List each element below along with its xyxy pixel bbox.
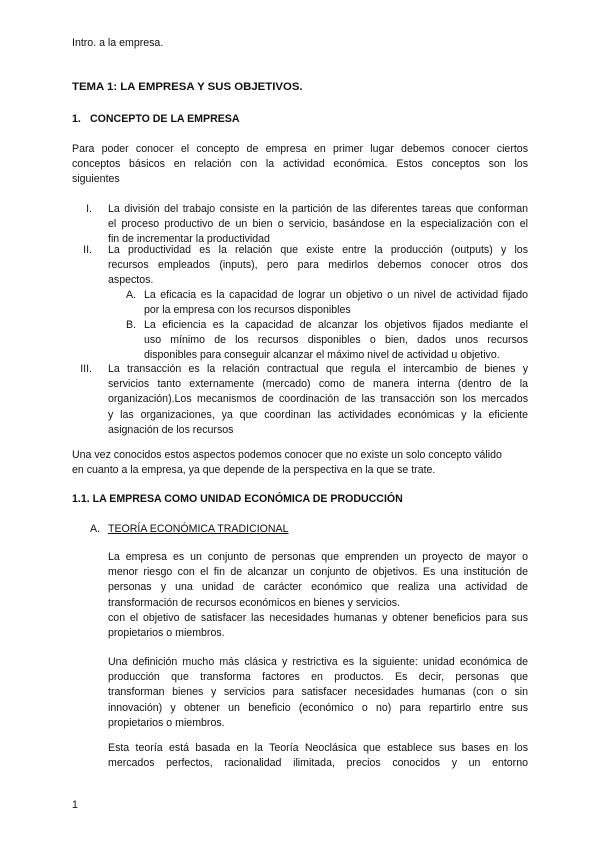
text-line: Esta teoría está basada en la Teoría Neoclásica que establece sus bases en los [108, 742, 528, 754]
text-line: en cuanto a la empresa, ya que depende de la perspectiva en la que se trate. [72, 464, 436, 477]
text-line: mercados perfectos, racionalidad ilimitada, precios conocidos y un entorno [108, 757, 528, 770]
page-number: 1 [72, 799, 78, 811]
text-line: uso mínimo de los recursos disponibles o bien, dados unos recursos [144, 334, 528, 347]
paragraph [108, 655, 528, 731]
list-marker: II. [83, 244, 92, 256]
text-line: personas y una unidad de carácter económico que realiza una actividad de [108, 581, 528, 594]
text-line: Una vez conocidos estos aspectos podemos conocer que no existe un solo concepto válido [72, 449, 502, 461]
text-line: Una definición mucho más clásica y restrictiva es la siguiente: unidad económica de [108, 656, 528, 668]
subheading-marker: A. [90, 523, 101, 535]
text-line: disponibles para conseguir alcanzar el máximo nivel de actividad u objetivo. [144, 349, 500, 362]
list-item [108, 243, 528, 289]
sublist-marker: A. [125, 289, 136, 301]
text-line: transformación de recursos económicos en bienes y servicios. [108, 596, 401, 609]
section-heading: CONCEPTO DE LA EMPRESA [90, 113, 240, 125]
sublist-marker: B. [125, 319, 136, 331]
paragraph [108, 550, 528, 641]
subsection-heading: 1.1. LA EMPRESA COMO UNIDAD ECONÓMICA DE PRODUCCIÓN [72, 493, 403, 505]
list-item [108, 202, 528, 248]
text-line: siguientes [72, 173, 120, 186]
intro-paragraph [72, 142, 528, 188]
list-marker: I. [86, 203, 92, 215]
text-line: La productividad es la relación que existe entre la producción (outputs) y los [108, 244, 528, 256]
text-line: transforman bienes y servicios para satisfacer necesidades humanas (con o sin [108, 686, 528, 699]
text-line: propietarios o miembros. [108, 627, 225, 640]
text-line: conceptos básicos en relación con la actividad económica. Estos conceptos son los [72, 158, 528, 171]
section-number: 1. [72, 113, 81, 125]
text-line: La división del trabajo consiste en la partición de las diferentes tareas que conforman [108, 203, 528, 215]
text-line: fin de incrementar la productividad [108, 233, 270, 246]
text-line: producción que transforma factores en productos. Es decir, personas que [108, 671, 528, 684]
conclusion-paragraph [72, 448, 528, 478]
text-line: y las organizaciones, ya que coordinan las actividades económicas y la eficiente [108, 408, 528, 421]
text-line: innovación) y obtener un beneficio (económico o no) para repartirlo entre sus [108, 701, 528, 714]
text-line: propietarios o miembros. [108, 716, 225, 729]
sublist-item [144, 318, 528, 364]
text-line: Para poder conocer el concepto de empresa en primer lugar debemos conocer ciertos [72, 143, 528, 155]
text-line: por la empresa con los recursos disponibles [144, 304, 351, 317]
document-title: TEMA 1: LA EMPRESA Y SUS OBJETIVOS. [72, 81, 303, 93]
text-line: servicios tanto externamente (mercado) como de manera interna (dentro de la [108, 378, 528, 391]
text-line: La eficacia es la capacidad de lograr un objetivo o un nivel de actividad fijado [144, 289, 528, 301]
text-line: La empresa es un conjunto de personas que emprenden un proyecto de mayor o [108, 551, 528, 563]
subheading-title: TEORÍA ECONÓMICA TRADICIONAL [108, 523, 289, 535]
text-line: con el objetivo de satisfacer las necesidades humanas y obtener beneficios para sus [108, 611, 528, 624]
text-line: La transacción es la relación contractual que regula el intercambio de bienes y [108, 363, 528, 375]
list-marker: III. [80, 363, 92, 375]
text-line: asignación de los recursos [108, 423, 234, 436]
text-line: organización).Los mecanismos de coordinación de las transacción son los mercados [108, 393, 528, 406]
text-line: aspectos. [108, 274, 154, 287]
paragraph [108, 741, 528, 771]
text-line: menor riesgo con el fin de alcanzar un conjunto de objetivos. Es una institución de [108, 566, 528, 579]
text-line: La eficiencia es la capacidad de alcanzar los objetivos fijados mediante el [144, 319, 528, 331]
list-item [108, 362, 528, 438]
sublist-item [144, 288, 528, 318]
text-line: recursos empleados (inputs), pero para medirlos debemos conocer otros dos [108, 259, 528, 272]
text-line: el proceso productivo de un bien o servicio, basándose en la especialización con el [108, 218, 528, 231]
running-header: Intro. a la empresa. [72, 37, 164, 49]
